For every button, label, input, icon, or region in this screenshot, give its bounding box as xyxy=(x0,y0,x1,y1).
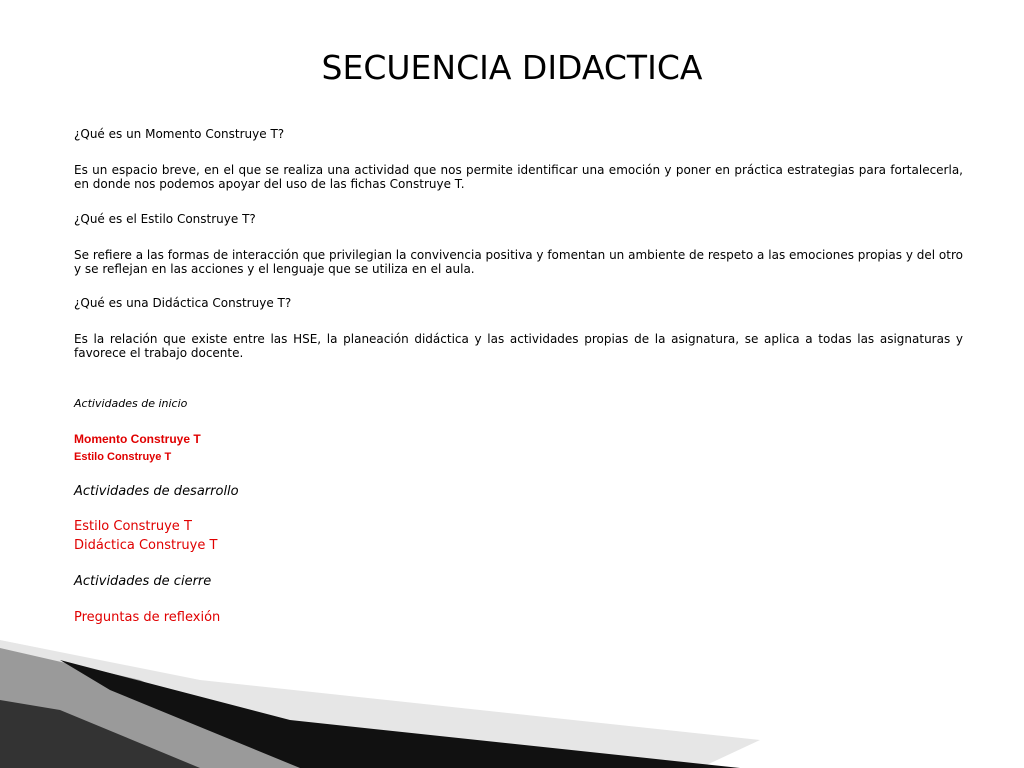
inicio-item-momento: Momento Construye T xyxy=(74,432,201,446)
inicio-heading: Actividades de inicio xyxy=(74,397,188,410)
answer-estilo: Se refiere a las formas de interacción que privilegian la convivencia positiva y fomentan un ambiente de respeto a las emociones propias y del otro y se reflejan en las acciones y el lenguaje que se utiliza en el aula. xyxy=(74,248,963,276)
desarrollo-item-didactica: Didáctica Construye T xyxy=(74,538,218,553)
inicio-item-estilo: Estilo Construye T xyxy=(74,451,172,463)
cierre-item-preguntas: Preguntas de reflexión xyxy=(74,610,221,625)
question-didactica: ¿Qué es una Didáctica Construye T? xyxy=(74,296,292,310)
answer-didactica: Es la relación que existe entre las HSE, la planeación didáctica y las actividades propias de la asignatura, se aplica a todas las asignaturas y favorece el trabajo docente. xyxy=(74,332,963,360)
cierre-heading: Actividades de cierre xyxy=(74,574,212,589)
question-estilo: ¿Qué es el Estilo Construye T? xyxy=(74,212,256,226)
question-momento: ¿Qué es un Momento Construye T? xyxy=(74,127,285,141)
answer-momento: Es un espacio breve, en el que se realiza una actividad que nos permite identificar una emoción y poner en práctica estrategias para fortalecerla, en donde nos podemos apoyar del uso de las fichas Construye T. xyxy=(74,163,963,191)
desarrollo-heading: Actividades de desarrollo xyxy=(74,484,239,499)
slide-title: SECUENCIA DIDACTICA xyxy=(321,48,703,87)
desarrollo-item-estilo: Estilo Construye T xyxy=(74,519,192,534)
